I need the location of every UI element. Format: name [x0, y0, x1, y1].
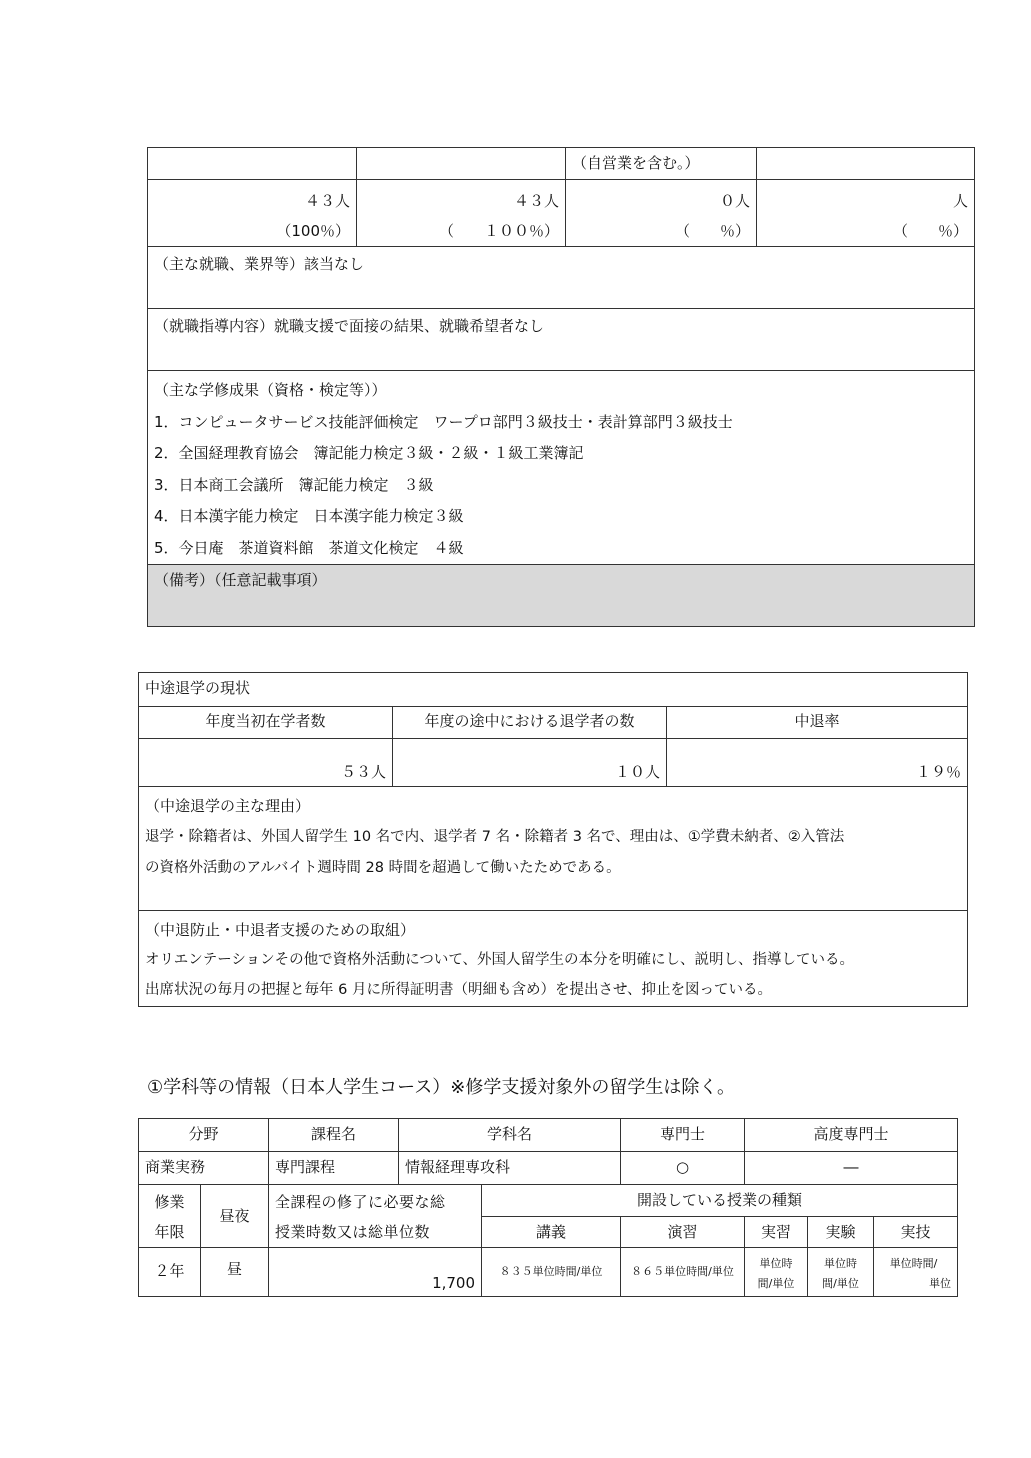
header-advanced-specialist: 高度専門士 [745, 1119, 958, 1152]
dropout-table [138, 672, 968, 1007]
experiment-hours-line: 単位時 [824, 1257, 858, 1270]
dropout-prevention-title: （中退防止・中退者支援のための取組） [145, 921, 416, 939]
result-item: 3．日本商工会議所 簿記能力検定 ３級 [154, 475, 434, 494]
employment-table [147, 147, 975, 627]
class-type-lecture: 講義 [482, 1216, 621, 1248]
count-value: ４３人 [513, 192, 559, 210]
practice-hours-line: 単位時 [759, 1257, 793, 1270]
value-department: 情報経理専攻科 [399, 1152, 621, 1185]
result-item: 2．全国経理教育協会 簿記能力検定３級・２級・１級工業簿記 [154, 444, 584, 462]
dropout-reasons-line: の資格外活動のアルバイト週時間 28 時間を超過して働いたためである。 [145, 860, 621, 876]
dropout-prevention-line: オリエンテーションその他で資格外活動について、外国人留学生の本分を明確にし、説明し、指導している。 [145, 952, 855, 968]
self-employed-note: （自営業を含む。） [566, 148, 757, 180]
main-jobs-cell: （主な就職、業界等）該当なし [148, 247, 975, 309]
class-type-skill: 実技 [874, 1216, 958, 1248]
result-item: 5．今日庵 茶道資料館 茶道文化検定 ４級 [154, 538, 464, 557]
employment-top-cell-1 [148, 148, 357, 180]
dropout-prevention-cell [139, 911, 968, 1007]
header-course: 課程名 [269, 1119, 399, 1152]
dropout-header-rate: 中退率 [667, 707, 968, 739]
count-percent: （100％） [276, 222, 350, 240]
class-type-experiment: 実験 [808, 1216, 874, 1248]
dropout-value-rate: １９％ [667, 739, 968, 787]
result-item: 4．日本漢字能力検定 日本漢字能力検定３級 [154, 507, 464, 525]
dropout-value-enrolled: ５３人 [139, 739, 393, 787]
value-specialist: ○ [621, 1152, 745, 1185]
class-types-label: 開設している授業の種類 [482, 1185, 958, 1217]
count-percent: （ ％） [892, 222, 968, 240]
daynight-label: 昼夜 [201, 1185, 269, 1248]
practice-hours-line: 間/単位 [757, 1277, 795, 1290]
years-label-line: 年限 [154, 1223, 185, 1241]
total-hours-label-line: 授業時数又は総単位数 [275, 1223, 431, 1241]
skill-hours-line: 単位時間/ [889, 1257, 938, 1270]
dropout-prevention-line: 出席状況の毎月の把握と毎年 6 月に所得証明書（明細も含め）を提出させ、抑止を図っている。 [145, 982, 773, 998]
years-value: ２年 [139, 1248, 201, 1297]
total-hours-label-line: 全課程の修了に必要な総 [275, 1193, 446, 1211]
dropout-header-withdrawn: 年度の途中における退学者の数 [393, 707, 667, 739]
total-hours-value: 1,700 [269, 1248, 482, 1297]
guidance-cell: （就職指導内容）就職支援で面接の結果、就職希望者なし [148, 309, 975, 371]
employment-top-cell-4 [757, 148, 975, 180]
dropout-title: 中途退学の現状 [139, 673, 968, 707]
skill-hours [874, 1248, 958, 1297]
count-percent: （ ％） [674, 222, 750, 240]
dropout-value-withdrawn: １０人 [393, 739, 667, 787]
dropout-reasons-cell [139, 787, 968, 911]
results-cell [148, 371, 975, 565]
dropout-header-enrolled: 年度当初在学者数 [139, 707, 393, 739]
dropout-reasons-title: （中途退学の主な理由） [145, 797, 311, 815]
practice-hours [745, 1248, 808, 1297]
count-value: ０人 [719, 192, 750, 210]
value-field: 商業実務 [139, 1152, 269, 1185]
count-percent: （ １００％） [438, 222, 559, 240]
class-type-practice: 実習 [745, 1216, 808, 1248]
count-value: 人 [952, 192, 968, 210]
result-item: 1．コンピュータサービス技能評価検定 ワープロ部門３級技士・表計算部門３級技士 [154, 412, 733, 431]
employment-top-cell-2 [357, 148, 566, 180]
total-hours-label [269, 1185, 482, 1248]
count-cell-1 [148, 180, 357, 247]
years-label [139, 1185, 201, 1248]
seminar-hours: ８６５単位時間/単位 [621, 1248, 745, 1297]
daynight-value: 昼 [201, 1248, 269, 1297]
count-cell-3 [566, 180, 757, 247]
experiment-hours-line: 間/単位 [822, 1277, 859, 1290]
dropout-reasons-line: 退学・除籍者は、外国人留学生 10 名で内、退学者 7 名・除籍者 3 名で、理由は、①学費未納者、②入管法 [145, 829, 845, 845]
value-advanced-specialist: ― [745, 1152, 958, 1185]
skill-hours-line: 単位 [929, 1277, 952, 1290]
header-field: 分野 [139, 1119, 269, 1152]
results-title: （主な学修成果（資格・検定等）） [154, 381, 387, 399]
count-cell-2 [357, 180, 566, 247]
department-heading: ①学科等の情報（日本人学生コース）※修学支援対象外の留学生は除く。 [147, 1077, 735, 1098]
header-department: 学科名 [399, 1119, 621, 1152]
lecture-hours: ８３５単位時間/単位 [482, 1248, 621, 1297]
header-specialist: 専門士 [621, 1119, 745, 1152]
class-type-seminar: 演習 [621, 1216, 745, 1248]
experiment-hours [808, 1248, 874, 1297]
count-cell-4 [757, 180, 975, 247]
department-table [138, 1118, 958, 1297]
remarks-cell: （備考）（任意記載事項） [148, 565, 975, 627]
years-label-line: 修業 [154, 1193, 185, 1211]
count-value: ４３人 [304, 192, 350, 210]
value-course: 専門課程 [269, 1152, 399, 1185]
